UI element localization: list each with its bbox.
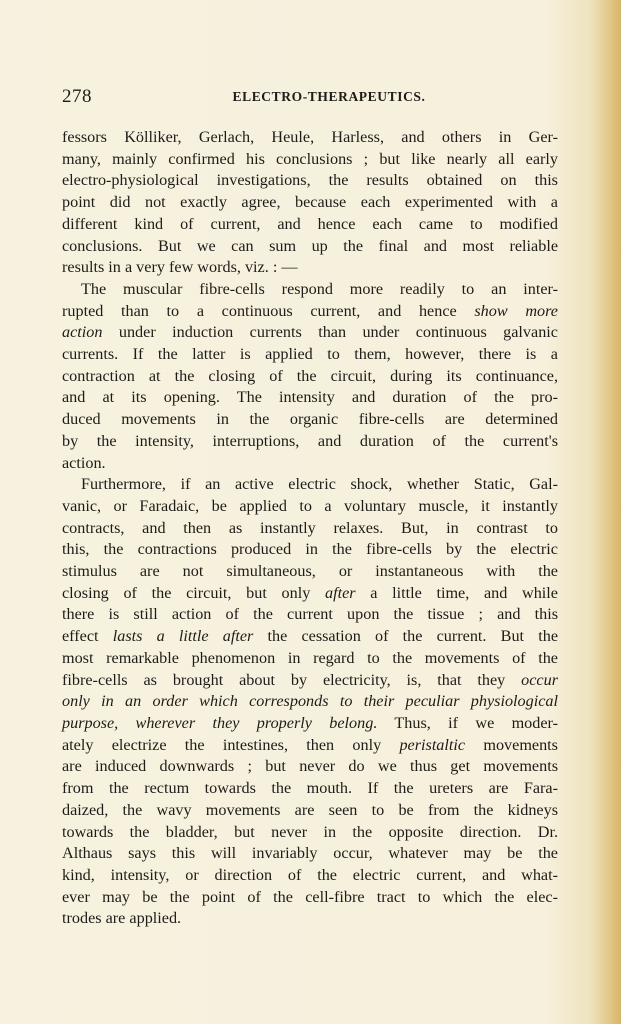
text-run: contraction at the closing of the circuit, during its continuance, (62, 366, 558, 385)
text-line (62, 648, 558, 670)
text-run: currents. If the latter is applied to them, however, there is a (62, 345, 558, 364)
text-run: effect (62, 627, 113, 646)
text-line (62, 756, 558, 778)
text-line (62, 366, 558, 388)
italic-text: after (324, 583, 356, 602)
text-run: there is still action of the current upon the tissue ; and this (62, 605, 558, 624)
text-run: vanic, or Faradaic, be applied to a voluntary muscle, it instantly (62, 496, 558, 515)
text-run: fessors Kölliker, Gerlach, Heule, Harless, and others in Ger- (62, 128, 558, 146)
text-run: trodes are applied. (62, 909, 182, 928)
text-line (62, 409, 558, 431)
text-line (62, 908, 558, 930)
text-line (62, 431, 558, 453)
text-run: under induction currents than under continuous galvanic (102, 323, 558, 342)
text-run: movements (465, 735, 558, 754)
text-line (62, 170, 558, 192)
text-line (62, 691, 558, 713)
text-run: kind, intensity, or direction of the electric current, and what- (62, 865, 558, 884)
text-run: rupted than to a continuous current, and hence (62, 301, 475, 320)
italic-text: lasts a little after (112, 627, 254, 646)
running-title: ELECTRO-THERAPEUTICS. (232, 89, 426, 104)
text-line (62, 474, 558, 496)
text-run: many, mainly confirmed his conclusions ; but like nearly all early (62, 149, 558, 168)
text-run: most remarkable phenomenon in regard to the movements of the (62, 648, 558, 667)
text-line (62, 670, 558, 692)
text-line (62, 518, 558, 540)
text-run: ately electrize the intestines, then only (62, 735, 400, 754)
text-run: towards the bladder, but never in the opposite direction. Dr. (62, 822, 558, 841)
text-run: this, the contractions produced in the fibre-cells by the electric (62, 540, 558, 559)
text-run: The muscular fibre-cells respond more readily to an inter- (81, 279, 558, 298)
text-line (62, 149, 558, 171)
text-run: results in a very few words, viz. : — (62, 258, 298, 277)
text-run: Althaus says this will invariably occur, whatever may be the (62, 844, 558, 863)
text-line (62, 583, 558, 605)
text-line (62, 822, 558, 844)
text-line (62, 192, 558, 214)
text-run: by the intensity, interruptions, and duration of the current's (62, 431, 558, 450)
page-header (62, 86, 556, 108)
text-line (62, 344, 558, 366)
text-line (62, 713, 558, 735)
text-run: ever may be the point of the cell-fibre tract to which the elec- (62, 887, 558, 906)
text-run: a little time, and while (355, 583, 558, 602)
text-run: stimulus are not simultaneous, or instantaneous with the (62, 562, 558, 581)
text-line (62, 778, 558, 800)
text-run: different kind of current, and hence each came to modified (62, 214, 558, 233)
text-run: electro-physiological investigations, the results obtained on this (62, 171, 558, 190)
text-run: contracts, and then as instantly relaxes. But, in contrast to (62, 518, 558, 537)
text-line (62, 561, 558, 583)
page-number: 278 (62, 86, 92, 107)
text-line (62, 496, 558, 518)
text-line (62, 257, 558, 279)
text-run: are induced downwards ; but never do we thus get movements (62, 757, 558, 776)
text-run: closing of the circuit, but only (62, 583, 325, 602)
text-line (62, 387, 558, 409)
text-line (62, 236, 558, 258)
text-line (62, 887, 558, 909)
text-run: Furthermore, if an active electric shock, whether Static, Gal- (81, 475, 558, 494)
body-text (62, 127, 558, 930)
text-line (62, 539, 558, 561)
italic-text: action (62, 323, 103, 342)
text-line (62, 735, 558, 757)
text-run: the cessation of the current. But the (253, 627, 559, 646)
text-run: fibre-cells as brought about by electricity, is, that they (62, 670, 522, 689)
text-line (62, 279, 558, 301)
text-line (62, 453, 558, 475)
text-line (62, 127, 558, 149)
text-line (62, 843, 558, 865)
text-run: duced movements in the organic fibre-cells are determined (62, 410, 558, 429)
text-run: conclusions. But we can sum up the final and most reliable (62, 236, 558, 255)
text-line (62, 214, 558, 236)
italic-text: occur (521, 670, 558, 689)
text-line (62, 865, 558, 887)
italic-text: only in an order which corresponds to their peculiar physiological (62, 692, 558, 711)
text-run: point did not exactly agree, because each experimented with a (62, 193, 558, 212)
text-run: from the rectum towards the mouth. If the ureters are Fara- (62, 779, 558, 798)
text-line (62, 626, 558, 648)
text-run: and at its opening. The intensity and duration of the pro- (62, 388, 558, 407)
italic-text: show more (474, 301, 558, 320)
text-line (62, 322, 558, 344)
text-line (62, 301, 558, 323)
text-run: Thus, if we moder- (377, 713, 559, 732)
text-run: daized, the wavy movements are seen to be from the kidneys (62, 800, 558, 819)
text-line (62, 800, 558, 822)
text-run: action. (62, 453, 106, 472)
italic-text: peristaltic (399, 735, 466, 754)
text-line (62, 604, 558, 626)
italic-text: purpose, wherever they properly belong. (62, 713, 378, 732)
